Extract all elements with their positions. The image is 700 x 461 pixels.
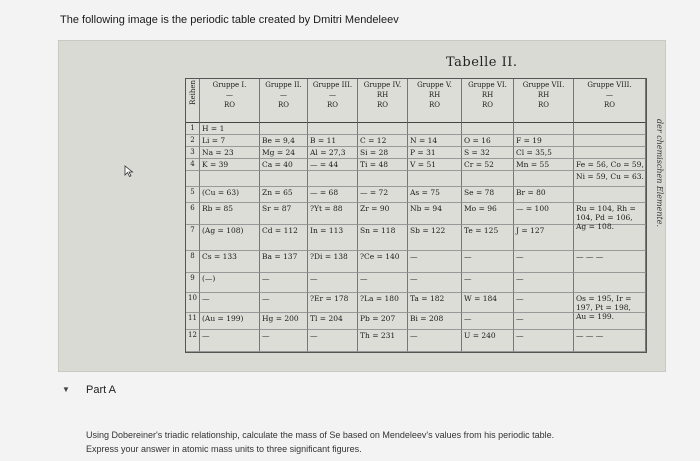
table-cell: Ca = 40 <box>260 159 308 171</box>
table-cell: Cl = 35,5 <box>514 147 574 159</box>
table-cell: — = 68 <box>308 187 358 203</box>
header-formula: — <box>329 91 336 99</box>
table-cell: (—) <box>200 273 260 293</box>
header-oxide: RO <box>537 101 549 109</box>
table-cell: Na = 23 <box>200 147 260 159</box>
table-cell: — = 44 <box>308 159 358 171</box>
question-line-2: Express your answer in atomic mass units to three significant figures. <box>86 444 362 454</box>
table-header-cell <box>358 79 408 123</box>
table-cell: Mg = 24 <box>260 147 308 159</box>
header-oxide: RO <box>603 101 615 109</box>
table-cell <box>200 171 260 187</box>
table-cell <box>574 273 646 293</box>
table-cell: H = 1 <box>200 123 260 135</box>
table-cell: — <box>308 273 358 293</box>
table-cell: Nb = 94 <box>408 203 462 225</box>
table-cell: In = 113 <box>308 225 358 251</box>
header-formula: RH <box>376 91 389 99</box>
table-cell <box>574 147 646 159</box>
row-number: 11 <box>186 313 200 330</box>
header-oxide: RO <box>376 101 388 109</box>
header-label: Reihen <box>189 80 197 105</box>
row-number: 8 <box>186 251 200 273</box>
header-label: Gruppe I. <box>212 81 247 89</box>
row-number: 1 <box>186 123 200 135</box>
collapse-toggle-icon[interactable]: ▼ <box>62 385 70 394</box>
table-cell <box>408 123 462 135</box>
table-cell: B = 11 <box>308 135 358 147</box>
table-cell: Cs = 133 <box>200 251 260 273</box>
table-cell: C = 12 <box>358 135 408 147</box>
table-cell: Se = 78 <box>462 187 514 203</box>
table-cell: Bi = 208 <box>408 313 462 330</box>
table-cell: Te = 125 <box>462 225 514 251</box>
table-cell: (Au = 199) <box>200 313 260 330</box>
table-cell <box>260 123 308 135</box>
header-oxide: RO <box>277 101 289 109</box>
periodic-table-photo <box>58 40 666 372</box>
table-header-cell <box>200 79 260 123</box>
table-cell: Ru = 104, Rh = 104, Pd = 106, Ag = 108. <box>574 203 646 225</box>
table-cell: ?Di = 138 <box>308 251 358 273</box>
table-cell <box>514 123 574 135</box>
header-label: Gruppe IV. <box>363 81 402 89</box>
table-cell: Os = 195, Ir = 197, Pt = 198, Au = 199. <box>574 293 646 313</box>
table-cell: — <box>200 293 260 313</box>
question-line-1: Using Dobereiner's triadic relationship, calculate the mass of Se based on Mendeleev's values from his periodic table. <box>86 430 555 440</box>
table-cell <box>358 171 408 187</box>
table-cell: Cd = 112 <box>260 225 308 251</box>
table-cell: W = 184 <box>462 293 514 313</box>
table-cell: — <box>308 330 358 352</box>
table-cell: Si = 28 <box>358 147 408 159</box>
table-cell <box>260 171 308 187</box>
row-number: 2 <box>186 135 200 147</box>
table-cell: Tl = 204 <box>308 313 358 330</box>
table-cell: Cr = 52 <box>462 159 514 171</box>
table-cell: Ta = 182 <box>408 293 462 313</box>
table-cell: Li = 7 <box>200 135 260 147</box>
table-cell: — — — <box>574 330 646 352</box>
table-cell: — <box>260 293 308 313</box>
header-formula: — <box>280 91 287 99</box>
table-cell: Sb = 122 <box>408 225 462 251</box>
header-label: Gruppe VII. <box>522 81 565 89</box>
table-cell <box>462 123 514 135</box>
table-cell: O = 16 <box>462 135 514 147</box>
table-header-cell <box>574 79 646 123</box>
table-cell: ?Er = 178 <box>308 293 358 313</box>
table-cell: N = 14 <box>408 135 462 147</box>
table-header-cell <box>408 79 462 123</box>
row-number: 12 <box>186 330 200 352</box>
table-cell: Br = 80 <box>514 187 574 203</box>
table-cell: V = 51 <box>408 159 462 171</box>
table-cell: — <box>260 330 308 352</box>
table-cell: — <box>408 330 462 352</box>
table-cell: Ni = 59, Cu = 63. <box>574 171 646 187</box>
table-cell: U = 240 <box>462 330 514 352</box>
table-cell: Sr = 87 <box>260 203 308 225</box>
table-cell: Zr = 90 <box>358 203 408 225</box>
table-cell <box>574 187 646 203</box>
table-cell <box>462 171 514 187</box>
table-cell <box>408 171 462 187</box>
table-cell: J = 127 <box>514 225 574 251</box>
header-formula: — <box>226 91 233 99</box>
table-cell: — <box>200 330 260 352</box>
header-oxide: RO <box>428 101 440 109</box>
intro-text: The following image is the periodic table created by Dmitri Mendeleev <box>60 14 399 26</box>
table-cell: ?Yt = 88 <box>308 203 358 225</box>
table-cell <box>574 225 646 251</box>
header-label: Gruppe V. <box>417 81 452 89</box>
table-cell: — <box>514 293 574 313</box>
table-cell: Zn = 65 <box>260 187 308 203</box>
table-cell: Rb = 85 <box>200 203 260 225</box>
table-cell: Ba = 137 <box>260 251 308 273</box>
header-oxide: RO <box>481 101 493 109</box>
table-cell: Mn = 55 <box>514 159 574 171</box>
table-cell: ?Ce = 140 <box>358 251 408 273</box>
table-cell <box>308 171 358 187</box>
table-cell <box>308 123 358 135</box>
table-cell: — <box>358 273 408 293</box>
table-cell: — <box>514 273 574 293</box>
table-header-cell <box>186 79 200 123</box>
table-cell: Al = 27,3 <box>308 147 358 159</box>
header-oxide: RO <box>223 101 235 109</box>
table-cell: — <box>514 251 574 273</box>
header-formula: RH <box>537 91 550 99</box>
table-cell: — <box>462 251 514 273</box>
table-title: Tabelle II. <box>446 55 518 70</box>
header-formula: — <box>606 91 613 99</box>
table-cell: — <box>514 313 574 330</box>
table-cell <box>574 123 646 135</box>
row-number: 6 <box>186 203 200 225</box>
row-number <box>186 171 200 187</box>
header-label: Gruppe VIII. <box>587 81 632 89</box>
table-cell: — <box>260 273 308 293</box>
table-cell: K = 39 <box>200 159 260 171</box>
side-label: der chemischen Elemente. <box>655 119 664 227</box>
row-number: 5 <box>186 187 200 203</box>
table-cell: Ti = 48 <box>358 159 408 171</box>
periodic-table <box>185 78 647 353</box>
table-cell: As = 75 <box>408 187 462 203</box>
header-label: Gruppe VI. <box>468 81 507 89</box>
row-number: 10 <box>186 293 200 313</box>
question-text <box>86 428 554 456</box>
row-number: 7 <box>186 225 200 251</box>
table-header-cell <box>308 79 358 123</box>
table-cell: Fe = 56, Co = 59, <box>574 159 646 171</box>
table-cell: — <box>514 330 574 352</box>
table-cell <box>574 135 646 147</box>
table-cell: — <box>408 251 462 273</box>
header-label: Gruppe III. <box>312 81 353 89</box>
table-cell: — = 72 <box>358 187 408 203</box>
table-cell: ?La = 180 <box>358 293 408 313</box>
table-cell: (Cu = 63) <box>200 187 260 203</box>
header-label: Gruppe II. <box>265 81 302 89</box>
table-cell: — <box>462 313 514 330</box>
table-cell: P = 31 <box>408 147 462 159</box>
header-oxide: RO <box>326 101 338 109</box>
table-header-cell <box>514 79 574 123</box>
row-number: 3 <box>186 147 200 159</box>
table-cell: Be = 9,4 <box>260 135 308 147</box>
table-cell: Pb = 207 <box>358 313 408 330</box>
table-cell: Th = 231 <box>358 330 408 352</box>
table-cell: — = 100 <box>514 203 574 225</box>
mouse-cursor-icon <box>124 165 134 177</box>
part-a-heading[interactable]: Part A <box>86 384 116 396</box>
header-formula: RH <box>428 91 441 99</box>
table-cell: — — — <box>574 251 646 273</box>
table-cell: Hg = 200 <box>260 313 308 330</box>
table-cell: Sn = 118 <box>358 225 408 251</box>
row-number: 9 <box>186 273 200 293</box>
table-cell <box>358 123 408 135</box>
table-cell <box>514 171 574 187</box>
table-cell: — <box>408 273 462 293</box>
table-header-cell <box>462 79 514 123</box>
table-cell <box>574 313 646 330</box>
table-cell: Mo = 96 <box>462 203 514 225</box>
header-formula: RH <box>481 91 494 99</box>
table-cell: S = 32 <box>462 147 514 159</box>
table-header-cell <box>260 79 308 123</box>
table-cell: F = 19 <box>514 135 574 147</box>
row-number: 4 <box>186 159 200 171</box>
table-cell: (Ag = 108) <box>200 225 260 251</box>
table-cell: — <box>462 273 514 293</box>
